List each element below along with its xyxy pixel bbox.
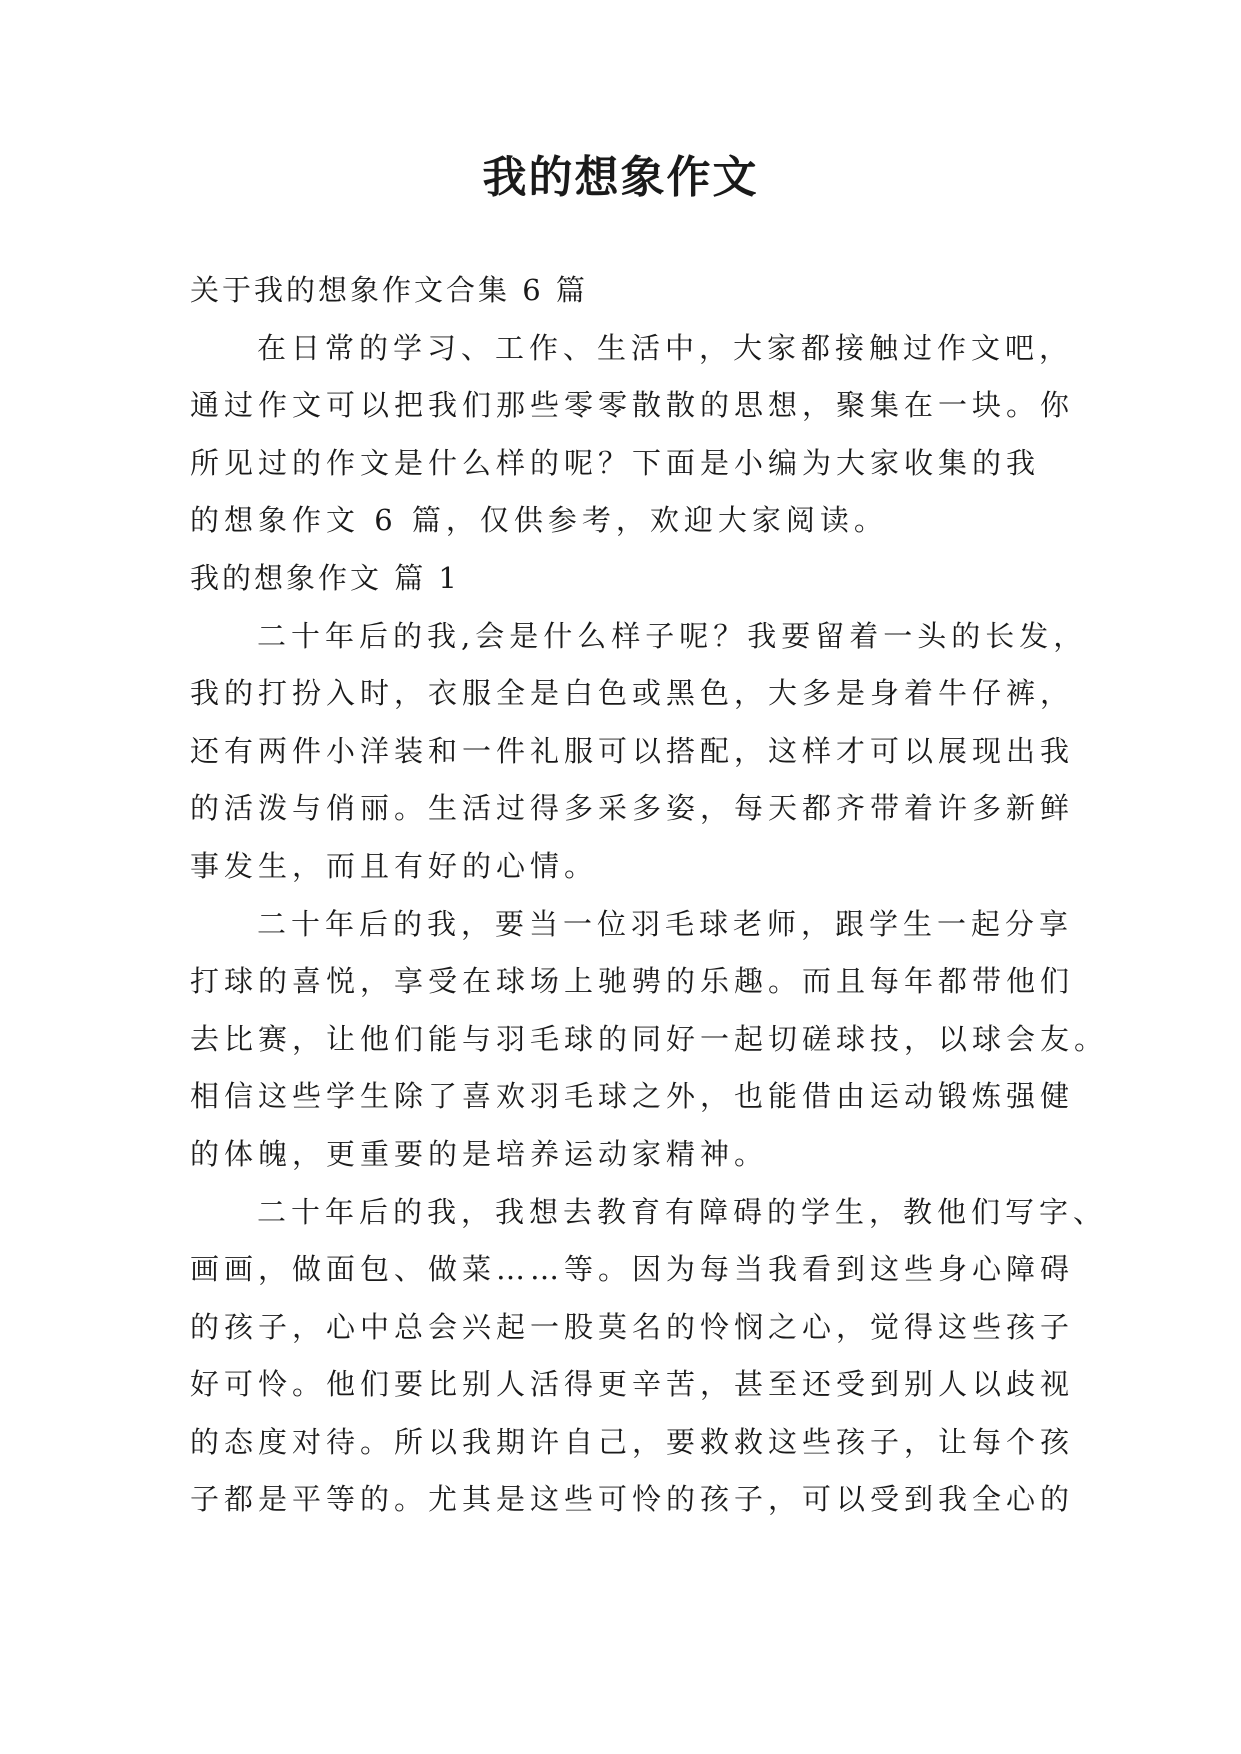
paragraph-line: 画画，做面包、做菜……等。因为每当我看到这些身心障碍	[190, 1252, 1075, 1287]
paragraph-line: 在日常的学习、工作、生活中，大家都接触过作文吧，	[257, 330, 1074, 365]
paragraph-line: 还有两件小洋装和一件礼服可以搭配，这样才可以展现出我	[190, 733, 1075, 768]
paragraph-line: 相信这些学生除了喜欢羽毛球之外，也能借由运动锻炼强健	[190, 1079, 1075, 1114]
paragraph-line: 的态度对待。所以我期许自己，要救救这些孩子，让每个孩	[190, 1424, 1075, 1459]
document-title: 我的想象作文	[482, 152, 759, 203]
paragraph-line: 打球的喜悦，享受在球场上驰骋的乐趣。而且每年都带他们	[190, 964, 1075, 999]
paragraph-line: 去比赛，让他们能与羽毛球的同好一起切磋球技，以球会友。	[190, 1021, 1109, 1056]
paragraph-line: 二十年后的我，我想去教育有障碍的学生，教他们写字、	[257, 1194, 1108, 1229]
paragraph-line: 二十年后的我,会是什么样子呢？我要留着一头的长发，	[257, 618, 1088, 653]
section-heading: 我的想象作文 篇 1	[190, 560, 460, 595]
paragraph-line: 的想象作文 6 篇，仅供参考，欢迎大家阅读。	[190, 503, 888, 538]
paragraph-line: 的孩子，心中总会兴起一股莫名的怜悯之心，觉得这些孩子	[190, 1309, 1075, 1344]
paragraph-line: 我的打扮入时，衣服全是白色或黑色，大多是身着牛仔裤，	[190, 676, 1075, 711]
document-body	[190, 262, 1109, 1529]
paragraph-line: 的活泼与俏丽。生活过得多采多姿，每天都齐带着许多新鲜	[190, 791, 1075, 826]
paragraph-line: 二十年后的我，要当一位羽毛球老师，跟学生一起分享	[257, 906, 1074, 941]
paragraph-line: 通过作文可以把我们那些零零散散的思想，聚集在一块。你	[190, 388, 1075, 423]
paragraph-line: 好可怜。他们要比别人活得更辛苦，甚至还受到别人以歧视	[190, 1367, 1075, 1402]
paragraph-line: 事发生，而且有好的心情。	[190, 848, 599, 883]
paragraph-line: 的体魄，更重要的是培养运动家精神。	[190, 1136, 769, 1171]
paragraph-line: 子都是平等的。尤其是这些可怜的孩子，可以受到我全心的	[190, 1482, 1075, 1517]
paragraph-line: 所见过的作文是什么样的呢？下面是小编为大家收集的我	[190, 445, 1041, 480]
intro-heading: 关于我的想象作文合集 6 篇	[190, 273, 588, 307]
